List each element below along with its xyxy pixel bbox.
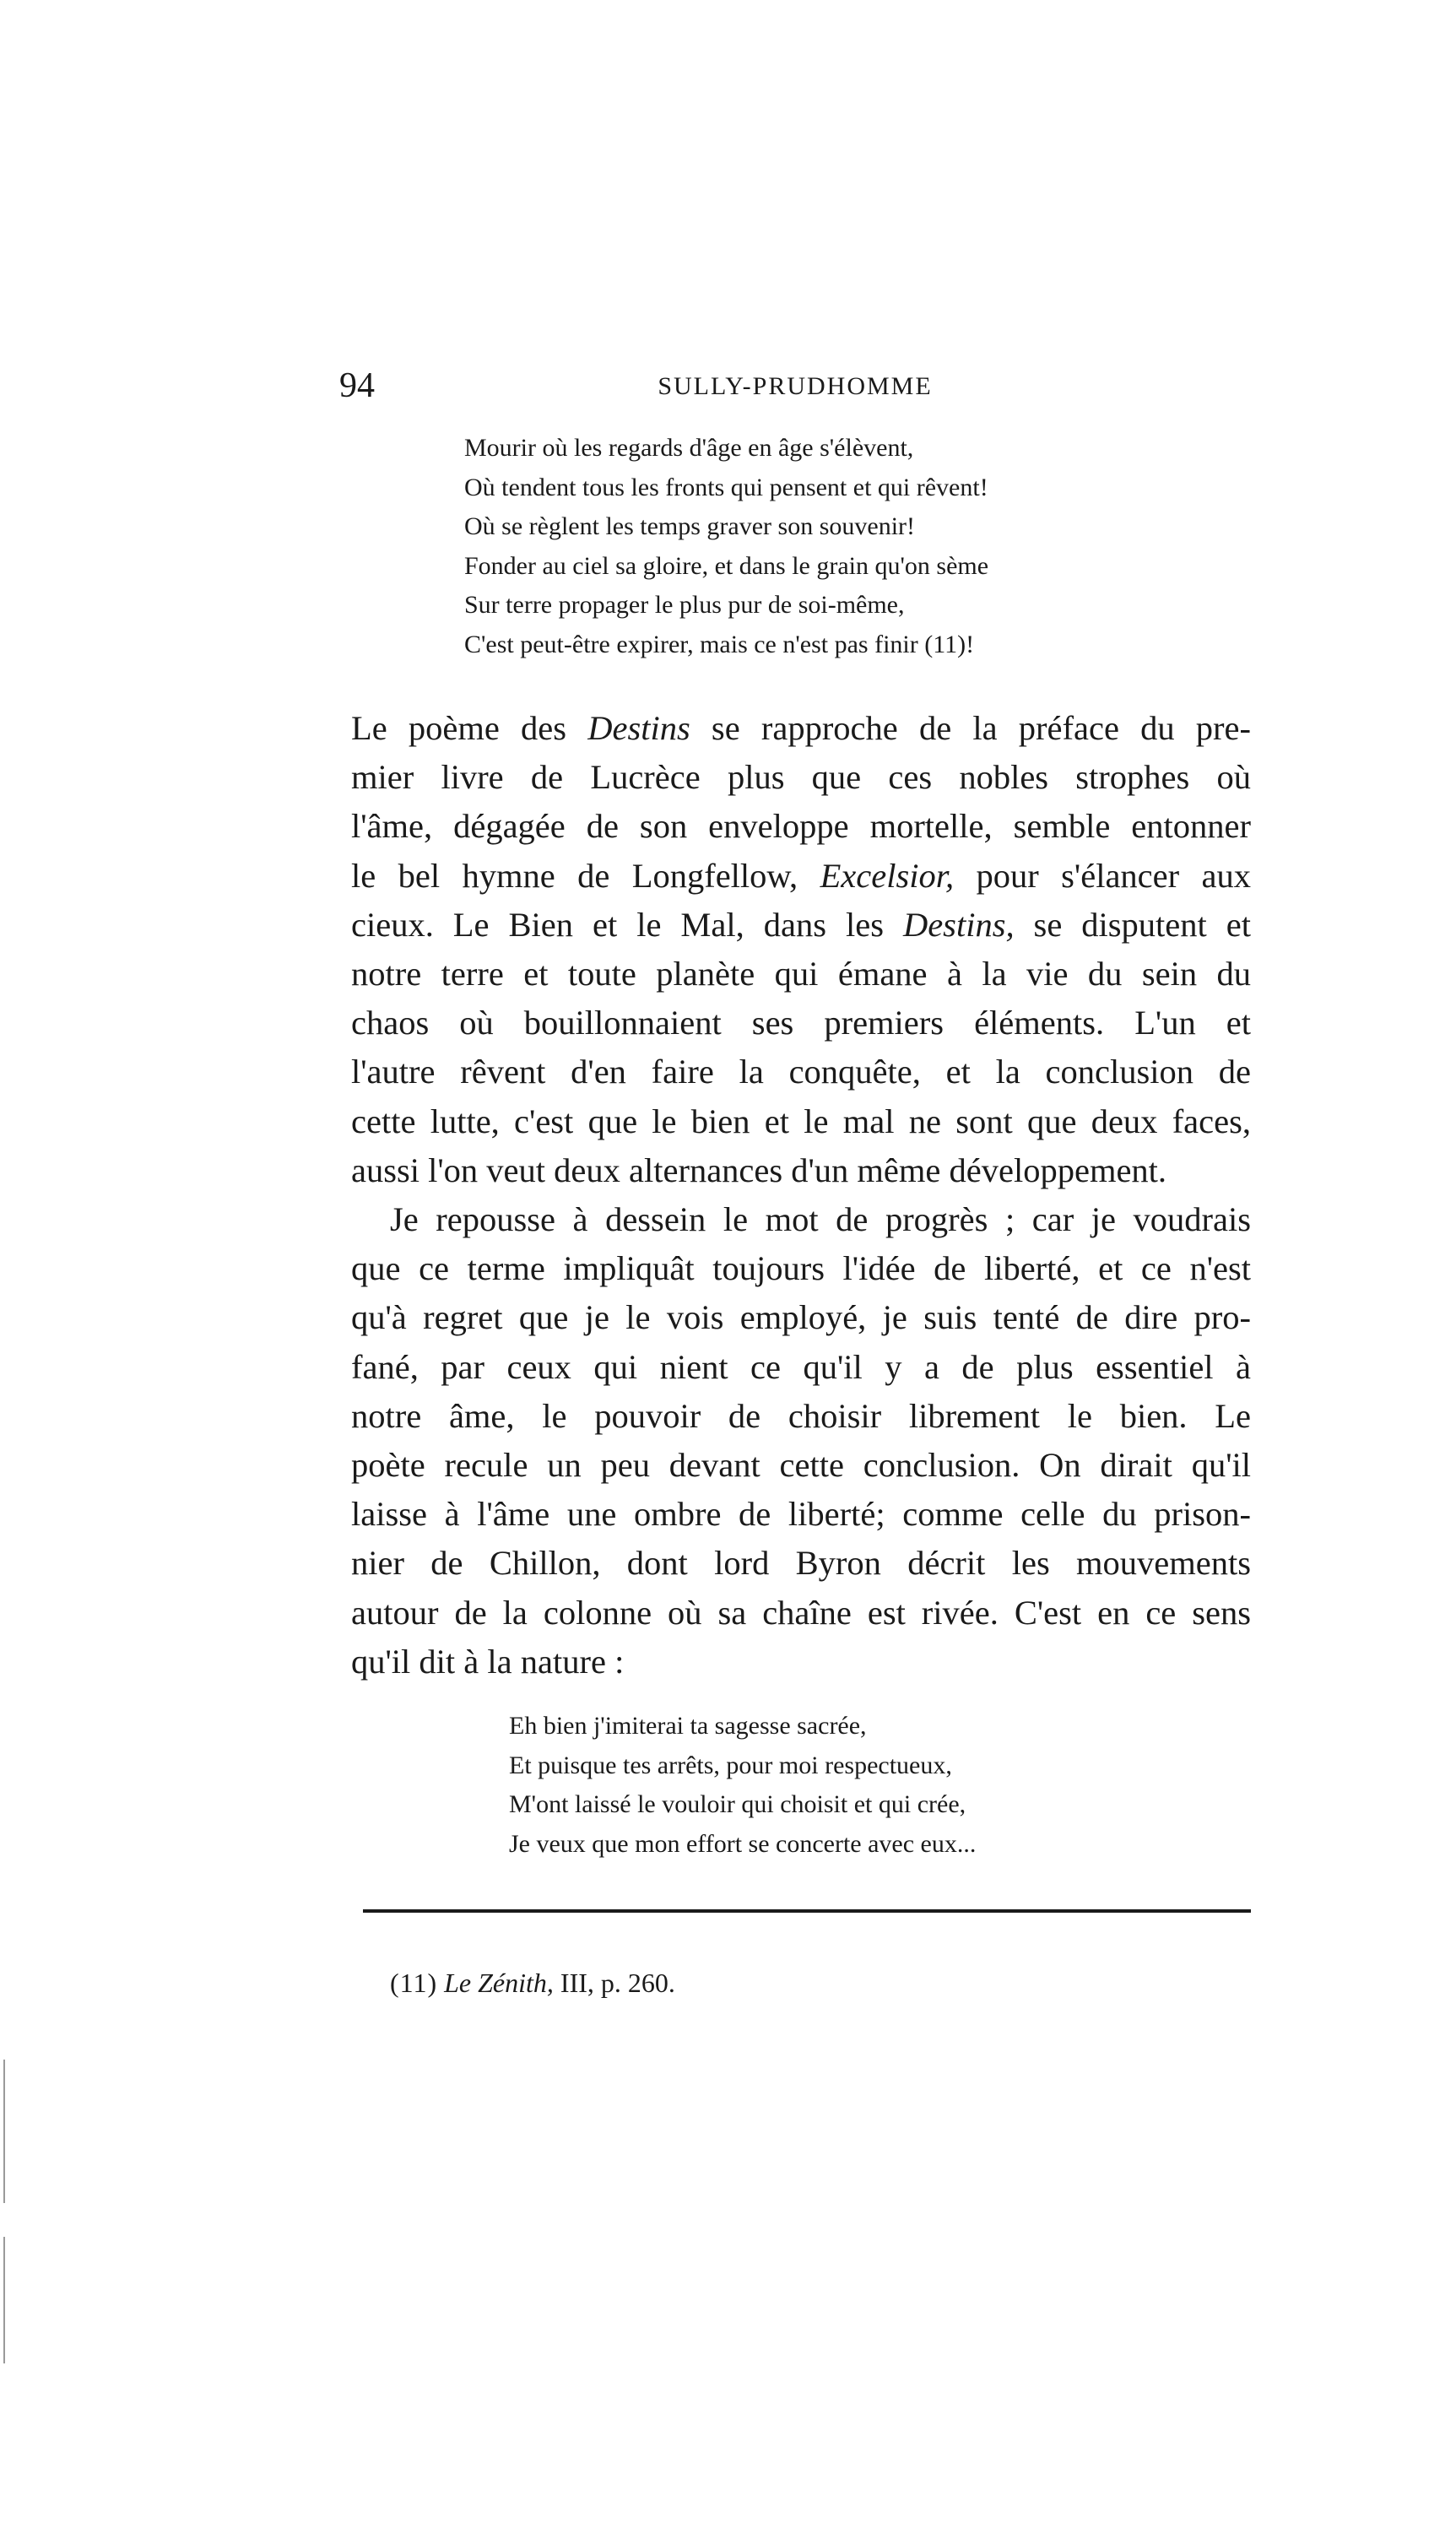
text-line: notre âme, le pouvoir de choisir librement le bien. Le (351, 1396, 1251, 1435)
text-line: qu'à regret que je le vois employé, je suis tenté de dire pro- (351, 1298, 1251, 1337)
text-line: l'autre rêvent d'en faire la conquête, et la conclusion de (351, 1053, 1251, 1091)
text-line: cette lutte, c'est que le bien et le mal ne sont que deux faces, (351, 1102, 1251, 1140)
verse-quotation-1 (464, 429, 988, 664)
footnote-title: Le Zénith, (444, 1968, 554, 1998)
text-line: poète recule un peu devant cette conclusion. On dirait qu'il (351, 1446, 1251, 1485)
italic-title: Destins, (902, 905, 1015, 944)
text-line (351, 704, 1251, 753)
text-line: que ce terme impliquât toujours l'idée de liberté, et ce n'est (351, 1249, 1251, 1288)
verse-line: Fonder au ciel sa gloire, et dans le grain qu'on sème (464, 551, 989, 580)
text-line: Je repousse à dessein le mot de progrès ; car je voudrais (390, 1200, 1251, 1238)
text-line: qu'il dit à la nature : (351, 1642, 625, 1681)
scan-margin-mark (3, 2237, 5, 2363)
text-line: fané, par ceux qui nient ce qu'il y a de plus essentiel à (351, 1347, 1251, 1386)
page-number: 94 (339, 366, 375, 405)
scan-margin-mark (3, 2060, 5, 2203)
running-head: SULLY-PRUDHOMME (658, 372, 933, 400)
text-run: Le poème des (351, 709, 588, 747)
paragraph-2 (351, 1195, 1251, 1686)
text-line: chaos où bouillonnaient ses premiers éléments. L'un et (351, 1004, 1251, 1042)
verse-line: Où se règlent les temps graver son souvenir! (464, 512, 916, 540)
verse-line: Sur terre propager le plus pur de soi-même, (464, 591, 905, 619)
verse-line: Et puisque tes arrêts, pour moi respectueux, (509, 1751, 952, 1779)
text-run: pour s'élancer aux (954, 856, 1251, 895)
verse-line: Je veux que mon effort se concerte avec eux... (509, 1829, 977, 1858)
text-line: mier livre de Lucrèce plus que ces nobles strophes où (351, 758, 1251, 797)
text-line: laisse à l'âme une ombre de liberté; comme celle du prison- (351, 1495, 1251, 1534)
verse-line: Eh bien j'imiterai ta sagesse sacrée, (509, 1712, 867, 1740)
text-run: se disputent et (1014, 905, 1251, 944)
footnote (390, 1965, 675, 2000)
text-line: notre terre et toute planète qui émane à la vie du sein du (351, 955, 1251, 993)
text-line: l'âme, dégagée de son enveloppe mortelle, semble entonner (351, 807, 1251, 846)
footnote-marker: (11) (390, 1968, 438, 1998)
italic-title: Excelsior, (820, 856, 955, 895)
footnote-divider (363, 1909, 1251, 1913)
italic-title: Destins (587, 709, 690, 747)
footnote-reference: III, p. 260. (560, 1968, 675, 1998)
text-line: autour de la colonne où sa chaîne est rivée. C'est en ce sens (351, 1593, 1251, 1632)
page-header (339, 365, 1251, 407)
text-line (351, 852, 1251, 901)
verse-line: Mourir où les regards d'âge en âge s'élèvent, (464, 434, 914, 462)
text-run: le bel hymne de Longfellow, (351, 856, 820, 895)
verse-quotation-2 (509, 1707, 976, 1864)
verse-line: M'ont laissé le vouloir qui choisit et qui crée, (509, 1790, 966, 1818)
verse-line: C'est peut-être expirer, mais ce n'est pas finir (11)! (464, 630, 975, 658)
text-line: aussi l'on veut deux alternances d'un même développement. (351, 1150, 1167, 1189)
text-line (351, 901, 1251, 950)
paragraph-1 (351, 704, 1251, 1195)
text-run: se rapproche de la préface du pre- (690, 709, 1251, 747)
text-line: nier de Chillon, dont lord Byron décrit les mouvements (351, 1544, 1251, 1583)
text-run: cieux. Le Bien et le Mal, dans les (351, 905, 903, 944)
verse-line: Où tendent tous les fronts qui pensent et qui rêvent! (464, 473, 988, 501)
